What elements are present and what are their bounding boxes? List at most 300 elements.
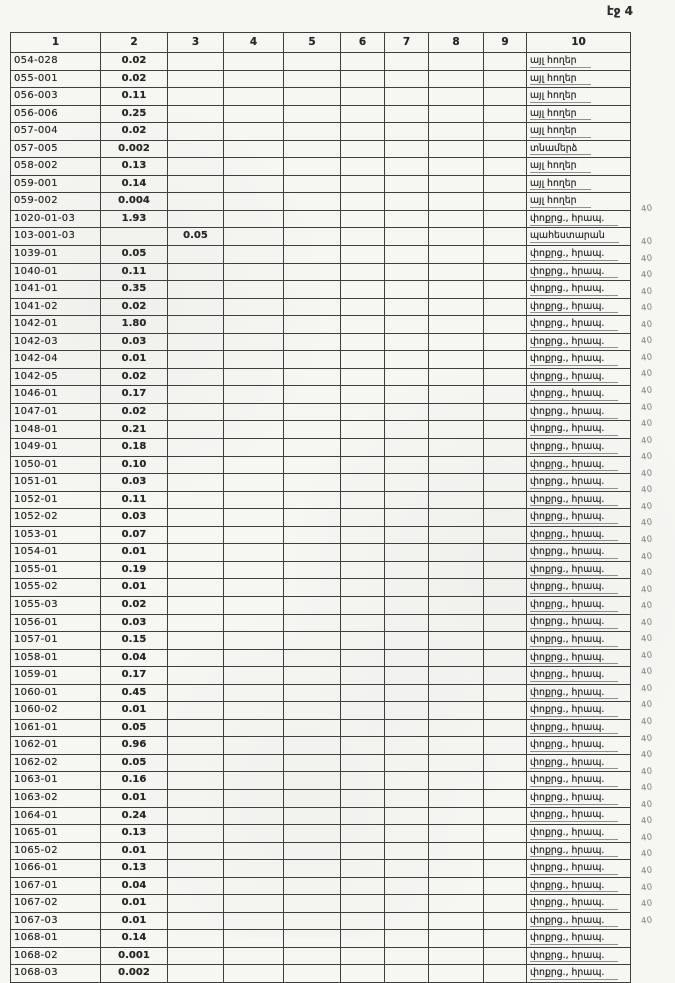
margin-note: 40 — [640, 451, 654, 463]
margin-note: 40 — [640, 881, 654, 894]
landuse-text: փոքրց., հրապ. — [530, 336, 618, 349]
cell-empty — [341, 421, 385, 439]
cell-empty — [284, 491, 341, 509]
cell-empty — [341, 105, 385, 123]
cell-empty — [341, 649, 385, 667]
cell-empty — [284, 860, 341, 878]
cell-area-alt — [168, 491, 224, 509]
table-row — [11, 316, 631, 334]
cell-area: 0.05 — [101, 246, 168, 264]
cell-landuse — [527, 772, 631, 790]
cell-empty — [341, 53, 385, 71]
cell-area: 1.93 — [101, 210, 168, 228]
cell-empty — [429, 509, 484, 527]
landuse-text: այլ հողեր — [530, 125, 591, 138]
cell-empty — [341, 123, 385, 141]
cell-empty — [385, 807, 429, 825]
cell-empty — [484, 456, 527, 474]
cell-empty — [429, 895, 484, 913]
cell-landuse — [527, 509, 631, 527]
cell-landuse — [527, 912, 631, 930]
cell-empty — [224, 70, 284, 88]
cell-empty — [341, 210, 385, 228]
cell-empty — [341, 754, 385, 772]
landuse-text: փոքրց., հրապ. — [530, 809, 618, 822]
cell-empty — [385, 667, 429, 685]
cell-empty — [284, 509, 341, 527]
cell-parcel-id: 1040-01 — [11, 263, 101, 281]
header-cell-6: 6 — [341, 33, 385, 53]
table-row — [11, 474, 631, 492]
cell-area: 0.004 — [101, 193, 168, 211]
cell-empty — [284, 667, 341, 685]
cell-empty — [284, 965, 341, 983]
cell-empty — [341, 614, 385, 632]
landuse-text: փոքրց., հրապ. — [530, 757, 618, 770]
cell-area-alt — [168, 579, 224, 597]
cell-empty — [284, 140, 341, 158]
table-row — [11, 368, 631, 386]
cell-empty — [284, 88, 341, 106]
cell-area: 0.15 — [101, 632, 168, 650]
cell-empty — [429, 825, 484, 843]
table-row — [11, 702, 631, 720]
cell-empty — [385, 526, 429, 544]
cell-empty — [284, 842, 341, 860]
cell-empty — [484, 930, 527, 948]
cell-landuse — [527, 860, 631, 878]
landuse-text: փոքրց., հրապ. — [530, 371, 618, 384]
cell-parcel-id: 1064-01 — [11, 807, 101, 825]
cell-empty — [484, 509, 527, 527]
table-row — [11, 210, 631, 228]
cell-empty — [484, 965, 527, 983]
cell-empty — [224, 298, 284, 316]
margin-note: 40 — [640, 269, 654, 281]
cell-empty — [224, 105, 284, 123]
cell-empty — [484, 579, 527, 597]
cell-parcel-id: 1055-01 — [11, 561, 101, 579]
cell-empty — [484, 737, 527, 755]
cell-area-alt — [168, 263, 224, 281]
cell-empty — [224, 965, 284, 983]
cell-area: 0.04 — [101, 649, 168, 667]
cell-parcel-id: 1059-01 — [11, 667, 101, 685]
cell-landuse — [527, 702, 631, 720]
landuse-text: փոքրց., հրապ. — [530, 897, 618, 910]
cell-empty — [385, 684, 429, 702]
cell-empty — [429, 70, 484, 88]
cell-parcel-id: 1063-01 — [11, 772, 101, 790]
cell-area-alt — [168, 807, 224, 825]
cell-empty — [429, 912, 484, 930]
cell-empty — [385, 737, 429, 755]
margin-note: 40 — [640, 765, 654, 778]
cell-empty — [385, 210, 429, 228]
cell-area-alt — [168, 140, 224, 158]
cell-area-alt — [168, 947, 224, 965]
header-cell-7: 7 — [385, 33, 429, 53]
table-row — [11, 719, 631, 737]
landuse-text: փոքրց., հրապ. — [530, 529, 618, 542]
cell-landuse — [527, 456, 631, 474]
cell-area: 0.96 — [101, 737, 168, 755]
cell-area-alt — [168, 895, 224, 913]
cell-landuse — [527, 474, 631, 492]
margin-note: 40 — [640, 683, 654, 695]
landuse-text: փոքրց., հրապ. — [530, 318, 618, 331]
cell-empty — [224, 439, 284, 457]
margin-note: 40 — [640, 650, 654, 662]
cell-parcel-id: 057-004 — [11, 123, 101, 141]
cell-empty — [385, 789, 429, 807]
cell-area-alt — [168, 561, 224, 579]
cell-landuse — [527, 386, 631, 404]
margin-note: 40 — [640, 352, 654, 364]
cell-empty — [341, 491, 385, 509]
cell-empty — [484, 667, 527, 685]
cell-landuse — [527, 684, 631, 702]
cell-area: 0.14 — [101, 175, 168, 193]
cell-landuse — [527, 719, 631, 737]
cell-empty — [429, 614, 484, 632]
cell-empty — [385, 947, 429, 965]
cell-area: 0.05 — [101, 754, 168, 772]
cell-empty — [385, 70, 429, 88]
table-row — [11, 88, 631, 106]
margin-note: 40 — [640, 501, 654, 513]
cell-empty — [429, 246, 484, 264]
cell-empty — [284, 123, 341, 141]
margin-note: 40 — [640, 203, 654, 215]
landuse-text: այլ հողեր — [530, 178, 591, 191]
cell-area-alt — [168, 772, 224, 790]
table-row — [11, 158, 631, 176]
cell-empty — [341, 456, 385, 474]
cell-parcel-id: 1054-01 — [11, 544, 101, 562]
cell-empty — [224, 333, 284, 351]
cell-area: 0.17 — [101, 667, 168, 685]
cell-landuse — [527, 53, 631, 71]
cell-empty — [284, 737, 341, 755]
landuse-text: փոքրց., հրապ. — [530, 932, 618, 945]
cell-landuse — [527, 351, 631, 369]
cell-empty — [224, 912, 284, 930]
cell-area — [101, 228, 168, 246]
cell-area-alt — [168, 105, 224, 123]
cell-parcel-id: 1050-01 — [11, 456, 101, 474]
cell-parcel-id: 1042-04 — [11, 351, 101, 369]
cell-area: 0.02 — [101, 298, 168, 316]
cell-empty — [385, 877, 429, 895]
cell-empty — [224, 193, 284, 211]
cell-empty — [385, 158, 429, 176]
margin-note: 40 — [640, 401, 654, 414]
cell-empty — [284, 947, 341, 965]
cell-area: 0.001 — [101, 947, 168, 965]
cell-area: 0.02 — [101, 596, 168, 614]
cell-empty — [429, 789, 484, 807]
margin-note: 40 — [640, 534, 654, 546]
cell-empty — [341, 632, 385, 650]
cell-empty — [484, 421, 527, 439]
cell-area-alt — [168, 842, 224, 860]
cell-area: 0.02 — [101, 70, 168, 88]
cell-area-alt — [168, 825, 224, 843]
cell-empty — [429, 368, 484, 386]
margin-note: 40 — [640, 699, 654, 712]
cell-empty — [429, 228, 484, 246]
cell-empty — [224, 930, 284, 948]
cell-empty — [224, 667, 284, 685]
cell-empty — [484, 193, 527, 211]
cell-landuse — [527, 439, 631, 457]
cell-landuse — [527, 632, 631, 650]
cell-empty — [429, 719, 484, 737]
cell-empty — [341, 333, 385, 351]
margin-note: 40 — [640, 914, 654, 927]
cell-empty — [341, 544, 385, 562]
cell-empty — [385, 281, 429, 299]
table-row — [11, 842, 631, 860]
cell-empty — [484, 368, 527, 386]
cell-empty — [224, 877, 284, 895]
cell-parcel-id: 1063-02 — [11, 789, 101, 807]
cell-empty — [385, 246, 429, 264]
margin-note: 40 — [640, 583, 654, 596]
cell-empty — [385, 123, 429, 141]
cell-empty — [341, 439, 385, 457]
cell-area-alt — [168, 965, 224, 983]
cell-area-alt: 0.05 — [168, 228, 224, 246]
cell-area-alt — [168, 789, 224, 807]
cell-empty — [341, 930, 385, 948]
cell-empty — [284, 596, 341, 614]
cell-landuse — [527, 123, 631, 141]
cell-parcel-id: 1060-01 — [11, 684, 101, 702]
cell-empty — [429, 53, 484, 71]
cell-empty — [484, 474, 527, 492]
margin-note: 40 — [640, 434, 654, 447]
table-row — [11, 526, 631, 544]
cell-area: 0.18 — [101, 439, 168, 457]
cell-empty — [484, 544, 527, 562]
cell-parcel-id: 1055-02 — [11, 579, 101, 597]
cell-parcel-id: 1048-01 — [11, 421, 101, 439]
cell-landuse — [527, 421, 631, 439]
cell-empty — [484, 175, 527, 193]
margin-note: 40 — [640, 517, 654, 530]
cell-empty — [429, 930, 484, 948]
header-cell-2: 2 — [101, 33, 168, 53]
table-row — [11, 877, 631, 895]
cell-empty — [284, 702, 341, 720]
table-row — [11, 439, 631, 457]
margin-note: 40 — [640, 285, 654, 298]
header-cell-3: 3 — [168, 33, 224, 53]
cell-empty — [284, 579, 341, 597]
cell-parcel-id: 1067-02 — [11, 895, 101, 913]
table-row — [11, 351, 631, 369]
cell-empty — [284, 544, 341, 562]
cell-empty — [224, 947, 284, 965]
cell-landuse — [527, 88, 631, 106]
landuse-text: այլ հողեր — [530, 195, 591, 208]
landuse-text: փոքրց., հրապ. — [530, 915, 618, 928]
table-row — [11, 772, 631, 790]
cell-empty — [284, 263, 341, 281]
cell-empty — [429, 386, 484, 404]
margin-note: 40 — [640, 252, 654, 265]
cell-empty — [224, 351, 284, 369]
cell-empty — [224, 579, 284, 597]
cell-parcel-id: 1056-01 — [11, 614, 101, 632]
cell-area-alt — [168, 614, 224, 632]
cell-parcel-id: 1041-02 — [11, 298, 101, 316]
cell-empty — [284, 825, 341, 843]
cell-empty — [484, 246, 527, 264]
landuse-text: փոքրց., հրապ. — [530, 950, 618, 963]
cell-area-alt — [168, 210, 224, 228]
cell-empty — [224, 614, 284, 632]
cell-empty — [284, 719, 341, 737]
cell-empty — [385, 579, 429, 597]
landuse-text: փոքրց., հրապ. — [530, 564, 618, 577]
cell-empty — [341, 825, 385, 843]
cell-empty — [484, 702, 527, 720]
table-row — [11, 53, 631, 71]
cell-empty — [284, 632, 341, 650]
cell-parcel-id: 1046-01 — [11, 386, 101, 404]
table-row — [11, 632, 631, 650]
cell-area: 0.17 — [101, 386, 168, 404]
cell-empty — [341, 965, 385, 983]
cell-empty — [284, 403, 341, 421]
cell-parcel-id: 1049-01 — [11, 439, 101, 457]
cell-area: 0.02 — [101, 123, 168, 141]
header-cell-5: 5 — [284, 33, 341, 53]
cell-empty — [341, 789, 385, 807]
cell-empty — [429, 158, 484, 176]
cell-area: 0.13 — [101, 825, 168, 843]
table-row — [11, 596, 631, 614]
landuse-text: փոքրց., հրապ. — [530, 388, 618, 401]
cell-empty — [341, 351, 385, 369]
cell-empty — [385, 632, 429, 650]
cell-empty — [284, 228, 341, 246]
cell-area-alt — [168, 860, 224, 878]
cell-parcel-id: 1041-01 — [11, 281, 101, 299]
cell-empty — [224, 737, 284, 755]
cell-parcel-id: 059-002 — [11, 193, 101, 211]
cell-parcel-id: 056-003 — [11, 88, 101, 106]
cell-parcel-id: 1062-01 — [11, 737, 101, 755]
cell-empty — [341, 526, 385, 544]
cell-parcel-id: 1057-01 — [11, 632, 101, 650]
cell-landuse — [527, 158, 631, 176]
margin-note: 40 — [640, 567, 654, 579]
cell-landuse — [527, 947, 631, 965]
cell-empty — [484, 754, 527, 772]
cell-empty — [385, 825, 429, 843]
cell-parcel-id: 1062-02 — [11, 754, 101, 772]
cell-parcel-id: 1052-01 — [11, 491, 101, 509]
cell-area-alt — [168, 193, 224, 211]
cell-empty — [429, 596, 484, 614]
table-row — [11, 789, 631, 807]
cell-empty — [284, 333, 341, 351]
cell-empty — [224, 474, 284, 492]
cell-empty — [429, 316, 484, 334]
landuse-text: այլ հողեր — [530, 160, 591, 173]
table-row — [11, 491, 631, 509]
cell-empty — [341, 316, 385, 334]
landuse-text: փոքրց., հրապ. — [530, 459, 618, 472]
cell-landuse — [527, 842, 631, 860]
cell-area-alt — [168, 474, 224, 492]
cell-empty — [385, 702, 429, 720]
landuse-text: փոքրց., հրապ. — [530, 511, 618, 524]
cell-empty — [284, 561, 341, 579]
cell-landuse — [527, 140, 631, 158]
cell-empty — [224, 246, 284, 264]
cell-parcel-id: 1068-02 — [11, 947, 101, 965]
landuse-text: փոքրց., հրապ. — [530, 827, 618, 840]
margin-note: 40 — [640, 418, 654, 430]
cell-empty — [484, 316, 527, 334]
landuse-text: փոքրց., հրապ. — [530, 652, 618, 665]
cell-landuse — [527, 561, 631, 579]
cell-landuse — [527, 930, 631, 948]
header-cell-4: 4 — [224, 33, 284, 53]
cell-empty — [484, 877, 527, 895]
cell-empty — [224, 789, 284, 807]
cell-empty — [385, 53, 429, 71]
cell-empty — [224, 368, 284, 386]
cell-empty — [224, 456, 284, 474]
cell-empty — [385, 895, 429, 913]
cell-empty — [284, 281, 341, 299]
cell-empty — [385, 403, 429, 421]
cell-landuse — [527, 526, 631, 544]
cell-empty — [429, 544, 484, 562]
landuse-text: փոքրց., հրապ. — [530, 476, 618, 489]
cell-empty — [484, 403, 527, 421]
cell-area-alt — [168, 421, 224, 439]
data-table — [10, 32, 631, 983]
margin-note: 40 — [640, 319, 654, 331]
cell-empty — [341, 281, 385, 299]
margin-note: 40 — [640, 633, 654, 646]
header-cell-9: 9 — [484, 33, 527, 53]
cell-empty — [341, 403, 385, 421]
cell-empty — [284, 807, 341, 825]
cell-area-alt — [168, 526, 224, 544]
table-row — [11, 140, 631, 158]
cell-area: 0.10 — [101, 456, 168, 474]
cell-landuse — [527, 105, 631, 123]
cell-empty — [429, 474, 484, 492]
cell-parcel-id: 059-001 — [11, 175, 101, 193]
cell-empty — [429, 667, 484, 685]
cell-area: 0.002 — [101, 965, 168, 983]
cell-empty — [429, 649, 484, 667]
cell-empty — [429, 105, 484, 123]
table-row — [11, 246, 631, 264]
cell-empty — [224, 825, 284, 843]
cell-empty — [484, 281, 527, 299]
cell-empty — [484, 947, 527, 965]
